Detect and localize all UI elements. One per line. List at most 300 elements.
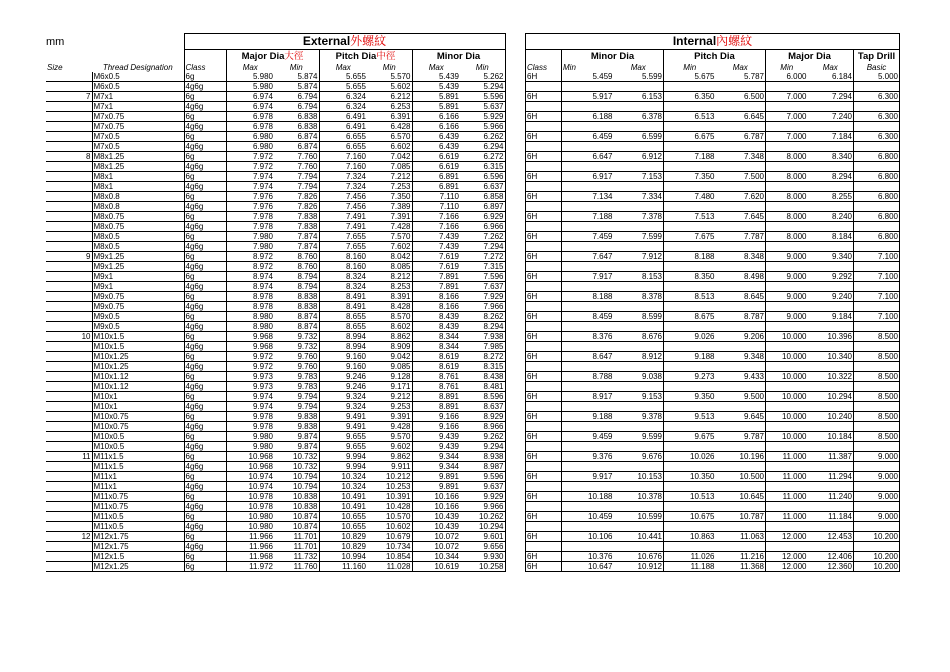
int-cell-tap-drill-basic: 7.100: [854, 291, 900, 301]
ext-cell-pitch-max: 7.456: [319, 191, 367, 201]
ext-table-row: [46, 411, 505, 421]
int-cell-class: 6H: [526, 561, 562, 571]
ext-cell-thread-designation: M10x0.75: [92, 421, 184, 431]
int-cell-minor-min: [562, 221, 614, 231]
int-cell-tap-drill-basic: [854, 541, 900, 551]
int-cell-tap-drill-basic: [854, 281, 900, 291]
int-table-row: [526, 481, 900, 491]
int-table-row: [526, 341, 900, 351]
ext-cell-pitch-max: 8.160: [319, 261, 367, 271]
ext-cell-size: [46, 221, 92, 231]
ext-cell-thread-designation: M7x0.5: [92, 141, 184, 151]
int-cell-tap-drill-basic: 7.100: [854, 251, 900, 261]
int-cell-class: 6H: [526, 531, 562, 541]
int-cell-major-min: 6.000: [766, 72, 808, 82]
int-cell-pitch-min: [664, 181, 716, 191]
ext-cell-size: [46, 341, 92, 351]
ext-cell-major-max: 10.980: [226, 521, 274, 531]
ext-cell-pitch-min: 7.350: [367, 191, 412, 201]
ext-cell-minor-min: 7.262: [460, 231, 505, 241]
int-cell-class: [526, 81, 562, 91]
ext-cell-minor-max: 9.344: [412, 461, 460, 471]
int-cell-pitch-max: 8.645: [716, 291, 766, 301]
int-cell-pitch-min: [664, 461, 716, 471]
ext-cell-thread-designation: M10x1.5: [92, 341, 184, 351]
ext-table-row: [46, 211, 505, 221]
ext-table-row: [46, 171, 505, 181]
int-cell-class: [526, 301, 562, 311]
ext-cell-size: [46, 231, 92, 241]
int-cell-minor-min: [562, 181, 614, 191]
int-cell-major-max: [808, 541, 854, 551]
ext-cell-thread-designation: M8x1.25: [92, 151, 184, 161]
int-cell-minor-max: [614, 141, 664, 151]
ext-cell-minor-max: 7.110: [412, 191, 460, 201]
int-cell-major-min: 12.000: [766, 561, 808, 571]
int-cell-pitch-max: [716, 521, 766, 531]
int-cell-class: [526, 241, 562, 251]
int-cell-pitch-max: 9.206: [716, 331, 766, 341]
int-cell-pitch-min: 10.675: [664, 511, 716, 521]
ext-table-row: [46, 151, 505, 161]
int-cell-minor-min: 8.459: [562, 311, 614, 321]
ext-cell-major-min: 6.794: [274, 101, 319, 111]
ext-cell-size: [46, 421, 92, 431]
ext-cell-size: 8: [46, 151, 92, 161]
ext-cell-thread-designation: M6x0.5: [92, 72, 184, 82]
ext-cell-pitch-min: 6.570: [367, 131, 412, 141]
ext-cell-size: [46, 281, 92, 291]
ext-cell-major-max: 8.980: [226, 321, 274, 331]
int-cell-major-max: 10.396: [808, 331, 854, 341]
int-cell-pitch-max: 11.368: [716, 561, 766, 571]
int-cell-minor-max: [614, 101, 664, 111]
int-cell-major-max: 10.294: [808, 391, 854, 401]
int-cell-major-min: 7.000: [766, 131, 808, 141]
int-cell-pitch-max: 8.498: [716, 271, 766, 281]
int-table-row: [526, 201, 900, 211]
int-cell-minor-min: [562, 121, 614, 131]
ext-table-row: [46, 481, 505, 491]
ext-cell-class: 4g6g: [184, 541, 226, 551]
int-cell-pitch-min: [664, 401, 716, 411]
ext-cell-minor-max: 7.439: [412, 241, 460, 251]
int-cell-pitch-max: 11.063: [716, 531, 766, 541]
ext-table-row: [46, 371, 505, 381]
ext-cell-class: 6g: [184, 311, 226, 321]
int-cell-pitch-min: 11.026: [664, 551, 716, 561]
int-cell-class: 6H: [526, 191, 562, 201]
int-cell-minor-min: 5.917: [562, 91, 614, 101]
ext-cell-pitch-min: 8.862: [367, 331, 412, 341]
int-cell-minor-min: 7.134: [562, 191, 614, 201]
int-cell-minor-min: [562, 481, 614, 491]
ext-cell-minor-min: 8.262: [460, 311, 505, 321]
int-cell-major-max: 7.184: [808, 131, 854, 141]
ext-cell-thread-designation: M9x1: [92, 281, 184, 291]
ext-cell-thread-designation: M8x0.75: [92, 211, 184, 221]
ext-cell-class: 4g6g: [184, 201, 226, 211]
int-table-row: [526, 321, 900, 331]
ext-cell-size: [46, 381, 92, 391]
int-cell-tap-drill-basic: [854, 421, 900, 431]
int-cell-major-min: 12.000: [766, 531, 808, 541]
int-major-dia-header: Major Dia: [766, 50, 854, 63]
int-table-row: [526, 91, 900, 101]
int-cell-major-min: 10.000: [766, 351, 808, 361]
int-cell-tap-drill-basic: 6.300: [854, 111, 900, 121]
ext-cell-major-max: 9.972: [226, 351, 274, 361]
ext-cell-size: [46, 241, 92, 251]
int-cell-minor-max: [614, 381, 664, 391]
ext-cell-pitch-max: 9.655: [319, 431, 367, 441]
int-cell-major-min: [766, 321, 808, 331]
ext-cell-minor-min: 7.929: [460, 291, 505, 301]
int-cell-major-min: [766, 261, 808, 271]
ext-cell-pitch-min: 7.391: [367, 211, 412, 221]
int-cell-major-max: 9.184: [808, 311, 854, 321]
ext-cell-size: [46, 511, 92, 521]
ext-cell-class: 6g: [184, 211, 226, 221]
ext-cell-size: [46, 291, 92, 301]
int-cell-pitch-max: [716, 461, 766, 471]
ext-table-row: [46, 141, 505, 151]
int-cell-minor-min: 8.788: [562, 371, 614, 381]
ext-cell-major-max: 9.980: [226, 441, 274, 451]
ext-cell-minor-max: 8.344: [412, 331, 460, 341]
int-table-row: [526, 171, 900, 181]
ext-cell-minor-min: 5.596: [460, 91, 505, 101]
int-cell-minor-min: 5.459: [562, 72, 614, 82]
int-cell-class: [526, 401, 562, 411]
int-cell-pitch-max: [716, 341, 766, 351]
ext-cell-size: [46, 72, 92, 82]
int-cell-minor-min: 10.376: [562, 551, 614, 561]
ext-cell-thread-designation: M10x1.12: [92, 381, 184, 391]
ext-cell-minor-min: 9.930: [460, 551, 505, 561]
ext-cell-size: [46, 81, 92, 91]
int-cell-pitch-min: 10.026: [664, 451, 716, 461]
ext-cell-thread-designation: M7x1: [92, 101, 184, 111]
int-cell-tap-drill-basic: 9.000: [854, 451, 900, 461]
int-cell-major-max: 7.294: [808, 91, 854, 101]
ext-table-row: [46, 381, 505, 391]
ext-cell-major-max: 8.972: [226, 261, 274, 271]
int-cell-pitch-max: [716, 221, 766, 231]
ext-cell-major-max: 9.978: [226, 421, 274, 431]
ext-cell-thread-designation: M12x1.25: [92, 561, 184, 571]
ext-cell-major-max: 7.974: [226, 181, 274, 191]
int-cell-minor-max: 9.676: [614, 451, 664, 461]
int-cell-major-min: [766, 481, 808, 491]
int-cell-minor-min: [562, 461, 614, 471]
int-table-row: [526, 301, 900, 311]
ext-cell-minor-min: 5.966: [460, 121, 505, 131]
ext-cell-pitch-min: 10.428: [367, 501, 412, 511]
int-cell-pitch-max: 6.645: [716, 111, 766, 121]
int-table-row: [526, 121, 900, 131]
ext-cell-pitch-max: 8.994: [319, 341, 367, 351]
int-cell-major-max: [808, 521, 854, 531]
int-cell-minor-max: 6.153: [614, 91, 664, 101]
int-cell-tap-drill-basic: [854, 81, 900, 91]
ext-cell-major-min: 9.760: [274, 361, 319, 371]
ext-cell-major-min: 7.838: [274, 211, 319, 221]
int-cell-pitch-max: 7.620: [716, 191, 766, 201]
ext-cell-size: [46, 101, 92, 111]
ext-cell-class: 6g: [184, 411, 226, 421]
ext-cell-major-max: 9.968: [226, 341, 274, 351]
ext-cell-major-min: 5.874: [274, 72, 319, 82]
ext-cell-minor-min: 8.938: [460, 451, 505, 461]
int-cell-tap-drill-basic: [854, 141, 900, 151]
int-cell-minor-min: 10.459: [562, 511, 614, 521]
ext-cell-thread-designation: M9x0.75: [92, 301, 184, 311]
ext-cell-minor-max: 10.619: [412, 561, 460, 571]
int-cell-major-min: [766, 381, 808, 391]
ext-cell-major-min: 7.760: [274, 151, 319, 161]
int-cell-major-max: 7.240: [808, 111, 854, 121]
ext-cell-minor-max: 9.439: [412, 441, 460, 451]
int-cell-tap-drill-basic: [854, 381, 900, 391]
ext-cell-class: 4g6g: [184, 261, 226, 271]
ext-cell-major-min: 7.826: [274, 201, 319, 211]
int-cell-pitch-min: 9.188: [664, 351, 716, 361]
int-cell-pitch-min: [664, 121, 716, 131]
ext-cell-pitch-max: 9.655: [319, 441, 367, 451]
ext-cell-major-min: 10.874: [274, 521, 319, 531]
ext-cell-minor-min: 8.315: [460, 361, 505, 371]
int-cell-pitch-min: [664, 221, 716, 231]
int-cell-pitch-max: 6.787: [716, 131, 766, 141]
int-cell-major-min: [766, 541, 808, 551]
int-cell-major-max: 12.360: [808, 561, 854, 571]
int-cell-pitch-min: [664, 321, 716, 331]
ext-cell-major-min: 10.838: [274, 501, 319, 511]
int-cell-minor-min: [562, 321, 614, 331]
int-cell-major-max: 11.387: [808, 451, 854, 461]
ext-cell-major-min: 11.760: [274, 561, 319, 571]
ext-cell-major-min: 8.794: [274, 271, 319, 281]
int-table-row: [526, 151, 900, 161]
ext-cell-class: 6g: [184, 151, 226, 161]
int-cell-minor-min: [562, 441, 614, 451]
int-cell-major-max: [808, 421, 854, 431]
ext-cell-minor-min: 7.272: [460, 251, 505, 261]
ext-cell-thread-designation: M9x0.5: [92, 321, 184, 331]
ext-cell-class: 6g: [184, 511, 226, 521]
ext-cell-class: 4g6g: [184, 481, 226, 491]
ext-cell-pitch-min: 6.428: [367, 121, 412, 131]
int-cell-class: 6H: [526, 551, 562, 561]
int-table-row: [526, 511, 900, 521]
ext-cell-major-min: 9.783: [274, 371, 319, 381]
int-subheader-row: Class Min Max Min Max Min Max Basic: [526, 63, 900, 72]
ext-cell-major-min: 7.826: [274, 191, 319, 201]
ext-cell-minor-max: 8.619: [412, 361, 460, 371]
int-cell-minor-min: [562, 281, 614, 291]
ext-subheader-row: Size Thread Designation Class Max Min Max Min Max Min: [46, 63, 505, 72]
ext-cell-pitch-max: 9.246: [319, 381, 367, 391]
int-cell-minor-min: [562, 81, 614, 91]
ext-cell-size: [46, 111, 92, 121]
ext-cell-major-max: 7.972: [226, 161, 274, 171]
internal-thread-table: [525, 33, 900, 572]
int-cell-pitch-min: [664, 141, 716, 151]
int-cell-minor-min: 8.376: [562, 331, 614, 341]
int-cell-major-max: [808, 401, 854, 411]
ext-table-row: [46, 491, 505, 501]
ext-cell-minor-max: 7.110: [412, 201, 460, 211]
int-cell-minor-max: [614, 161, 664, 171]
int-cell-pitch-min: [664, 281, 716, 291]
ext-cell-minor-max: 7.891: [412, 271, 460, 281]
ext-cell-major-min: 6.874: [274, 131, 319, 141]
int-cell-pitch-max: 7.787: [716, 231, 766, 241]
ext-cell-major-max: 10.974: [226, 481, 274, 491]
ext-cell-major-max: 8.978: [226, 301, 274, 311]
ext-table-row: [46, 551, 505, 561]
int-cell-minor-min: 6.647: [562, 151, 614, 161]
int-cell-minor-max: [614, 401, 664, 411]
int-cell-class: [526, 321, 562, 331]
int-cell-pitch-min: 7.675: [664, 231, 716, 241]
ext-cell-pitch-max: 7.160: [319, 151, 367, 161]
ext-cell-class: 4g6g: [184, 381, 226, 391]
ext-cell-class: 4g6g: [184, 161, 226, 171]
int-cell-minor-max: [614, 341, 664, 351]
ext-cell-thread-designation: M8x1: [92, 181, 184, 191]
int-cell-class: [526, 121, 562, 131]
int-cell-major-min: [766, 521, 808, 531]
int-cell-minor-min: [562, 101, 614, 111]
ext-cell-pitch-max: 6.324: [319, 101, 367, 111]
int-table-row: [526, 231, 900, 241]
ext-cell-pitch-max: 5.655: [319, 81, 367, 91]
int-cell-major-min: [766, 401, 808, 411]
ext-cell-pitch-max: 8.160: [319, 251, 367, 261]
ext-cell-pitch-max: 11.160: [319, 561, 367, 571]
ext-cell-size: [46, 411, 92, 421]
ext-cell-thread-designation: M12x1.75: [92, 541, 184, 551]
ext-cell-major-min: 5.874: [274, 81, 319, 91]
int-cell-major-max: [808, 221, 854, 231]
int-cell-pitch-min: 9.350: [664, 391, 716, 401]
ext-cell-pitch-max: 10.491: [319, 501, 367, 511]
int-cell-class: [526, 161, 562, 171]
ext-table-row: [46, 281, 505, 291]
ext-cell-minor-min: 9.596: [460, 471, 505, 481]
ext-cell-minor-min: 6.637: [460, 181, 505, 191]
ext-cell-size: [46, 441, 92, 451]
ext-cell-major-min: 6.874: [274, 141, 319, 151]
int-cell-tap-drill-basic: [854, 521, 900, 531]
int-cell-minor-min: 9.917: [562, 471, 614, 481]
ext-cell-class: 4g6g: [184, 281, 226, 291]
ext-cell-pitch-min: 7.428: [367, 221, 412, 231]
ext-cell-major-max: 10.978: [226, 501, 274, 511]
ext-cell-pitch-max: 10.829: [319, 541, 367, 551]
ext-cell-minor-max: 9.166: [412, 411, 460, 421]
int-table-row: [526, 72, 900, 82]
ext-cell-pitch-min: 7.389: [367, 201, 412, 211]
ext-cell-minor-max: 8.891: [412, 391, 460, 401]
int-cell-major-min: [766, 441, 808, 451]
ext-cell-class: 4g6g: [184, 501, 226, 511]
ext-cell-size: [46, 121, 92, 131]
ext-cell-pitch-min: 8.602: [367, 321, 412, 331]
ext-cell-major-min: 9.760: [274, 351, 319, 361]
int-cell-tap-drill-basic: 7.100: [854, 271, 900, 281]
ext-cell-size: [46, 501, 92, 511]
int-cell-major-min: [766, 501, 808, 511]
int-cell-class: 6H: [526, 231, 562, 241]
int-cell-minor-max: 6.378: [614, 111, 664, 121]
ext-cell-pitch-min: 9.253: [367, 401, 412, 411]
ext-cell-size: [46, 371, 92, 381]
ext-cell-size: [46, 171, 92, 181]
ext-cell-pitch-min: 10.253: [367, 481, 412, 491]
int-cell-class: 6H: [526, 451, 562, 461]
ext-table-row: [46, 461, 505, 471]
ext-table-row: [46, 191, 505, 201]
int-cell-minor-max: 6.599: [614, 131, 664, 141]
int-cell-tap-drill-basic: 9.000: [854, 511, 900, 521]
int-cell-major-min: [766, 281, 808, 291]
int-cell-tap-drill-basic: 10.200: [854, 561, 900, 571]
ext-cell-minor-max: 10.072: [412, 541, 460, 551]
int-cell-major-max: 11.294: [808, 471, 854, 481]
int-cell-pitch-min: 5.675: [664, 72, 716, 82]
int-cell-major-max: 9.292: [808, 271, 854, 281]
ext-cell-class: 4g6g: [184, 461, 226, 471]
int-cell-pitch-max: [716, 421, 766, 431]
int-cell-minor-min: [562, 381, 614, 391]
int-cell-major-max: [808, 481, 854, 491]
ext-cell-minor-min: 8.596: [460, 391, 505, 401]
ext-cell-major-min: 10.874: [274, 511, 319, 521]
ext-cell-pitch-max: 7.655: [319, 241, 367, 251]
int-cell-minor-min: 8.647: [562, 351, 614, 361]
int-cell-major-max: 10.184: [808, 431, 854, 441]
ext-cell-major-max: 6.974: [226, 91, 274, 101]
int-cell-pitch-max: [716, 441, 766, 451]
ext-cell-minor-min: 6.596: [460, 171, 505, 181]
ext-cell-class: 4g6g: [184, 521, 226, 531]
ext-cell-minor-min: 6.929: [460, 211, 505, 221]
int-cell-pitch-min: 6.513: [664, 111, 716, 121]
ext-cell-major-max: 9.974: [226, 401, 274, 411]
int-table-row: [526, 221, 900, 231]
ext-cell-major-max: 5.980: [226, 72, 274, 82]
int-cell-pitch-min: 9.675: [664, 431, 716, 441]
int-cell-minor-min: 6.917: [562, 171, 614, 181]
ext-cell-class: 4g6g: [184, 401, 226, 411]
ext-table-row: [46, 431, 505, 441]
int-cell-minor-min: 6.459: [562, 131, 614, 141]
ext-cell-major-max: 11.972: [226, 561, 274, 571]
int-cell-minor-max: [614, 121, 664, 131]
ext-table-row: [46, 421, 505, 431]
ext-cell-size: [46, 491, 92, 501]
ext-cell-minor-max: 10.344: [412, 551, 460, 561]
ext-cell-pitch-min: 9.085: [367, 361, 412, 371]
ext-cell-minor-max: 6.439: [412, 131, 460, 141]
int-cell-minor-max: [614, 81, 664, 91]
int-cell-major-min: 10.000: [766, 431, 808, 441]
ext-cell-minor-min: 7.966: [460, 301, 505, 311]
ext-cell-minor-min: 7.637: [460, 281, 505, 291]
